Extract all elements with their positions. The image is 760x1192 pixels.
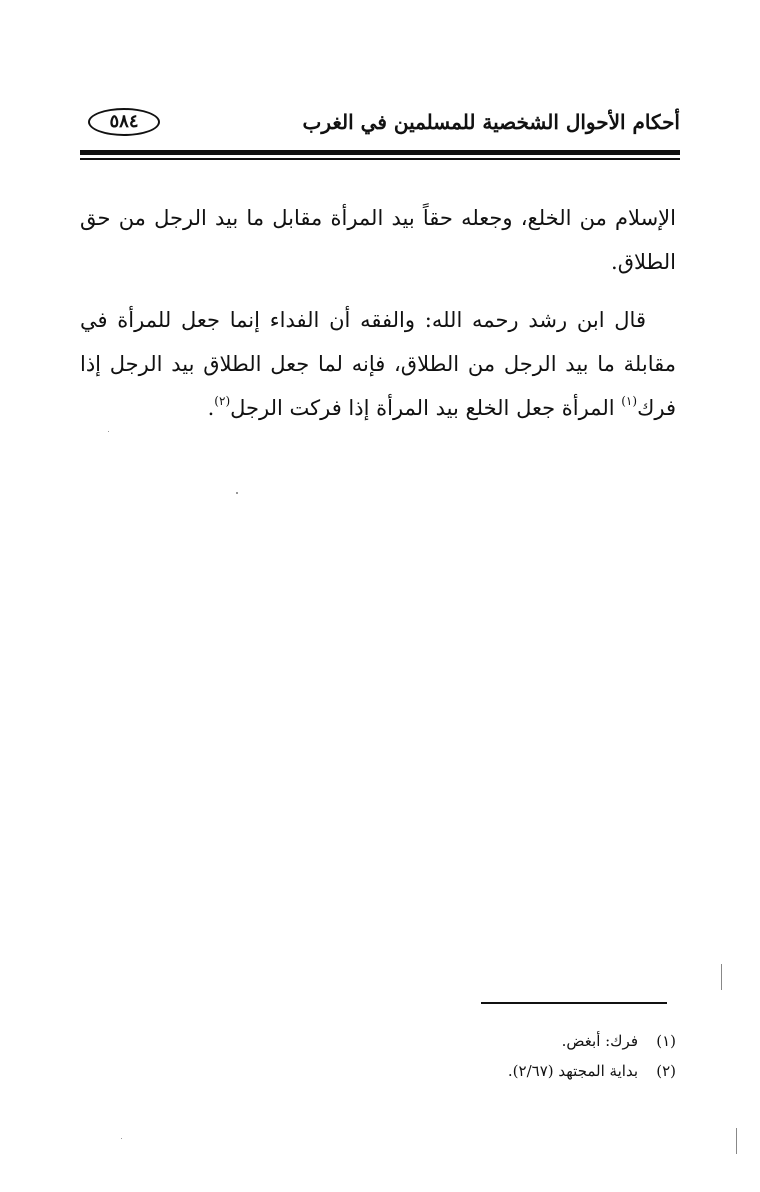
footnote-2 xyxy=(300,1056,676,1086)
footnotes xyxy=(300,1026,676,1086)
paragraph-2-part-1: قال ابن رشد رحمه الله: والفقه أن الفداء إنما جعل للمرأة في مقابلة ما بيد الرجل من الطلاق، فإنه لما جعل الطلاق بيد الرجل إذا فرك xyxy=(80,308,676,420)
footnote-2-number: (٢) xyxy=(656,1062,676,1080)
footnote-1-text: فرك: أبغض. xyxy=(561,1032,638,1050)
footnote-1 xyxy=(300,1026,676,1056)
scan-speck xyxy=(236,492,238,494)
running-title: أحكام الأحوال الشخصية للمسلمين في الغرب xyxy=(302,110,680,134)
paragraph-2-part-2: المرأة جعل الخلع بيد المرأة إذا فركت الرجل xyxy=(230,396,622,420)
body-text xyxy=(80,196,676,444)
header-rule-thin xyxy=(80,158,680,160)
page-header xyxy=(88,104,680,144)
paragraph-1: الإسلام من الخلع، وجعله حقاً بيد المرأة مقابل ما بيد الرجل من حق الطلاق. xyxy=(80,206,676,274)
footnote-separator xyxy=(481,1002,667,1004)
footnote-ref-1: (١) xyxy=(621,394,638,408)
scan-margin-line xyxy=(736,1128,737,1154)
footnote-ref-2: (٢) xyxy=(214,394,231,408)
scan-margin-line xyxy=(721,964,722,990)
footnote-2-text: بداية المجتهد (٢/٦٧). xyxy=(507,1062,638,1080)
paragraph-2 xyxy=(80,298,676,430)
scan-speck xyxy=(108,431,109,432)
paragraph-2-end: . xyxy=(207,396,215,420)
header-rule-thick xyxy=(80,150,680,155)
footnote-1-number: (١) xyxy=(656,1032,676,1050)
scan-speck xyxy=(121,1138,122,1139)
page-number: ٥٨٤ xyxy=(88,108,160,136)
